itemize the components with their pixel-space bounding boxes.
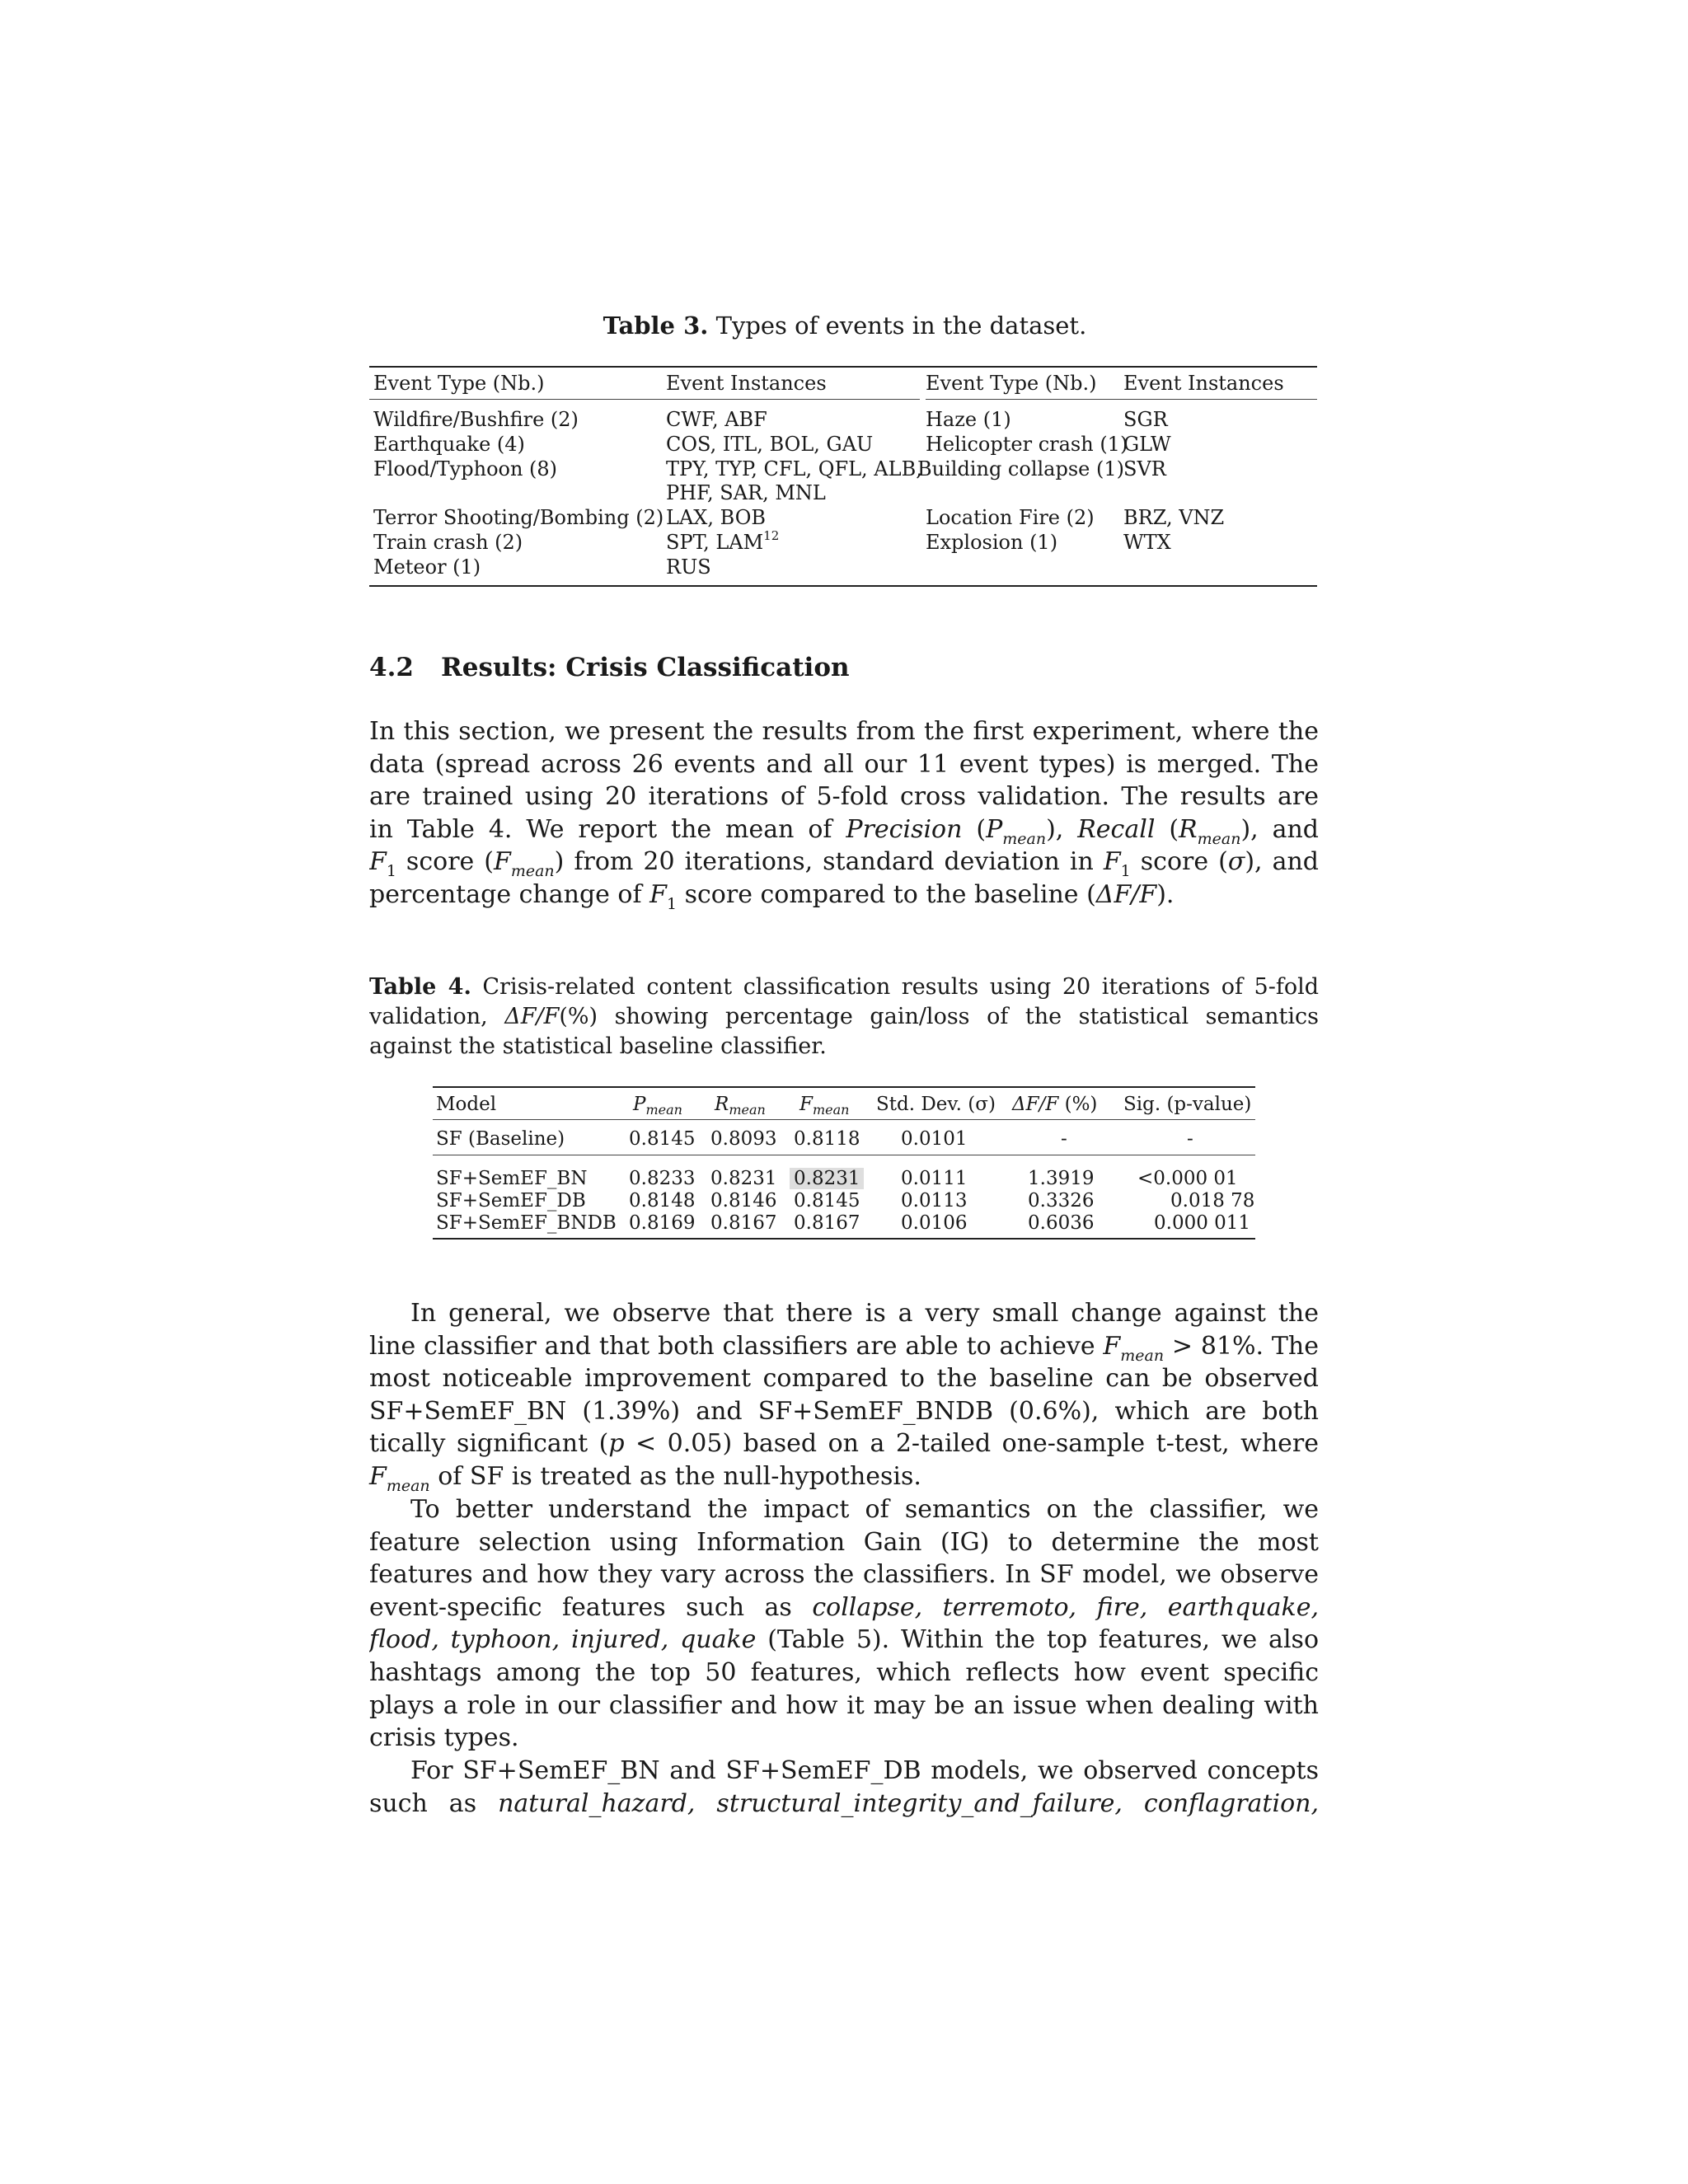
text-run: ( (962, 814, 987, 844)
table4-r: 0.8167 (710, 1212, 777, 1234)
table3-header: Event Type (Nb.) (373, 372, 545, 395)
concepts-paragraph (369, 1755, 1319, 1820)
table4-header-r (715, 1093, 766, 1118)
table4-sig: <0.000 01 (1137, 1168, 1238, 1189)
text-run: ), and (1245, 847, 1319, 877)
table4-model: SF+SemEF_BNDB (436, 1212, 617, 1234)
results-paragraph (369, 1297, 1319, 1493)
paragraph-line: In this section, we present the results from the first experiment, where the (369, 717, 1319, 746)
table3-cell-instances: LAX, BOB (666, 506, 767, 529)
table4-baseline-model: SF (Baseline) (436, 1128, 565, 1150)
caption-line: against the statistical baseline classifier. (369, 1033, 827, 1059)
table3-cell-instances-text: SPT, LAM (666, 531, 764, 554)
text-run: (%) showing percentage gain/loss of the statistical semantics (559, 1004, 1319, 1029)
text-run: score compared to the baseline ( (677, 879, 1096, 909)
table3-cell-instances: COS, ITL, BOL, GAU (666, 433, 874, 456)
text-run: 1 (1120, 862, 1131, 879)
text-run: (Table 5). Within the top features, we also (767, 1625, 1319, 1655)
text-run: score ( (1130, 847, 1228, 877)
text-run: F (494, 847, 511, 877)
table3-cell-instances: PHF, SAR, MNL (666, 481, 826, 504)
text-run: F (369, 1461, 387, 1491)
table4-std: 0.0113 (901, 1190, 968, 1212)
table3-cell-instances: BRZ, VNZ (1123, 506, 1225, 529)
paragraph-line: hashtags among the top 50 features, which reflects how event specific (369, 1657, 1319, 1687)
table4-sig: 0.000 011 (1154, 1212, 1251, 1234)
table4-top-rule (433, 1086, 1255, 1088)
text-run: flood, typhoon, injured, quake (369, 1625, 757, 1655)
table4-p: 0.8233 (629, 1168, 696, 1189)
table3-cell-type: Terror Shooting/Bombing (2) (373, 506, 664, 529)
table4-bottom-rule (433, 1238, 1255, 1240)
text-run: < 0.05) based on a 2-tailed one-sample t-test, where (635, 1429, 1319, 1459)
table3-cell-type: Meteor (1) (373, 555, 481, 579)
paragraph-line: most noticeable improvement compared to the baseline can be observed (369, 1364, 1319, 1394)
table3-header: Event Instances (666, 372, 827, 395)
table3-top-rule (369, 366, 1317, 368)
paragraph-line (369, 1788, 1319, 1821)
paragraph-line: features and how they vary across the classifiers. In SF model, we observe (369, 1560, 1319, 1590)
text-run: mean (812, 1102, 850, 1118)
table3-cell-type: Explosion (1) (926, 531, 1058, 554)
text-run: To better understand the impact of semantics on the classifier, we (410, 1495, 1319, 1524)
text-run: F (1103, 1331, 1121, 1361)
table4-delta: 1.3919 (1028, 1168, 1095, 1189)
table3-header: Event Instances (1123, 372, 1284, 395)
feature-selection-paragraph (369, 1493, 1319, 1755)
text-run: P (633, 1094, 646, 1115)
table3-bottom-rule (369, 585, 1317, 587)
table4-baseline-delta: - (1061, 1128, 1067, 1150)
paragraph-line (369, 1591, 1319, 1624)
table3-cell-instances: RUS (666, 555, 711, 579)
table4-r: 0.8146 (710, 1190, 777, 1212)
text-run: ). (1156, 879, 1175, 909)
table3-cell-type: Wildfire/Bushfire (2) (373, 408, 579, 431)
table3-cell-instances: GLW (1123, 433, 1171, 456)
caption-line (369, 972, 1319, 1002)
text-run: event-specific features such as (369, 1592, 813, 1622)
text-run: Precision (846, 814, 963, 844)
table3-cell-type: Train crash (2) (373, 531, 523, 554)
text-run: ) from 20 iterations, standard deviation in (554, 847, 1104, 877)
text-run: ΔF/F (1012, 1094, 1059, 1115)
text-run: line classifier and that both classifiers are able to achieve (369, 1331, 1104, 1361)
footnote-mark: 12 (763, 528, 780, 543)
text-run: in Table 4. We report the mean of (369, 814, 846, 844)
text-run: Crisis-related content classification results using 20 iterations of 5-fold (482, 974, 1319, 1000)
table4-f: 0.8145 (794, 1190, 860, 1212)
text-run: ΔF/F (504, 1004, 560, 1029)
text-run: F (799, 1094, 813, 1115)
table4-p: 0.8169 (629, 1212, 696, 1234)
text-run: ( (1155, 814, 1179, 844)
table3-cell-type: Flood/Typhoon (8) (373, 457, 558, 480)
paragraph-line (369, 1755, 1319, 1788)
text-run: F (369, 847, 387, 877)
text-run: In general, we observe that there is a very small change against the (410, 1299, 1319, 1328)
table4-baseline-f: 0.8118 (794, 1128, 860, 1150)
paragraph-line (369, 1493, 1319, 1526)
section-heading (369, 651, 850, 684)
table4-header-std: Std. Dev. (σ) (876, 1094, 996, 1115)
intro-paragraph (369, 715, 1319, 912)
paragraph-line (369, 813, 1319, 846)
table3-cell-type: Location Fire (2) (926, 506, 1095, 529)
caption-line (369, 1002, 1319, 1032)
table4-model: SF+SemEF_BN (436, 1168, 588, 1189)
text-run: R (1179, 814, 1198, 844)
paragraph-line (369, 879, 1319, 912)
text-run: F (1103, 847, 1121, 877)
text-run: ), (1046, 814, 1078, 844)
paragraph-line: feature selection using Information Gain (IG) to determine the most (369, 1527, 1319, 1557)
table4-std: 0.0111 (901, 1168, 968, 1189)
table3-header-rule-left (369, 399, 920, 400)
table4-r: 0.8231 (710, 1168, 777, 1189)
text-run: mean (510, 862, 555, 879)
paragraph-line: are trained using 20 iterations of 5-fold cross validation. The results are (369, 782, 1319, 812)
text-run: ), and (1240, 814, 1319, 844)
paragraph-line: SF+SemEF_BN (1.39%) and SF+SemEF_BNDB (0.6%), which are both (369, 1396, 1319, 1426)
text-run: mean (1002, 829, 1047, 846)
text-run: F (649, 879, 667, 909)
table3-cell-type: Haze (1) (926, 408, 1011, 431)
table4-header-p (633, 1093, 682, 1118)
text-run: > 81%. The (1164, 1331, 1319, 1361)
table3-cell-type: Earthquake (4) (373, 433, 525, 456)
paragraph-line (369, 846, 1319, 879)
text-run: collapse, terremoto, fire, earthquake, (812, 1592, 1319, 1622)
table4-baseline-p: 0.8145 (629, 1128, 696, 1150)
table4-header-f (799, 1093, 849, 1118)
table4-header-rule (433, 1119, 1255, 1120)
text-run: Recall (1077, 814, 1156, 844)
table4-model: SF+SemEF_DB (436, 1190, 586, 1212)
table4 (433, 1086, 1255, 1251)
table3 (369, 366, 1317, 588)
table4-std: 0.0106 (901, 1212, 968, 1234)
highlight-cell: 0.8231 (790, 1168, 864, 1189)
text-run: such as (369, 1788, 499, 1818)
table4-baseline-sig: - (1187, 1128, 1193, 1150)
paragraph-line: crisis types. (369, 1723, 519, 1753)
paragraph-line: plays a role in our classifier and how it may be an issue when dealing with (369, 1690, 1319, 1720)
text-run: ΔF/F (1095, 879, 1157, 909)
section-number: 4.2 (369, 653, 414, 682)
table3-header: Event Type (Nb.) (926, 372, 1097, 395)
table3-header-rule-right (926, 399, 1317, 400)
table4-p: 0.8148 (629, 1190, 696, 1212)
text-run: mean (386, 1476, 430, 1495)
text-run: score ( (396, 847, 495, 877)
table4-caption (369, 972, 1319, 1062)
table3-cell-instances: SGR (1123, 408, 1168, 431)
text-run: tically significant ( (369, 1429, 609, 1459)
paragraph-line (369, 1460, 1319, 1493)
table4-header-sig: Sig. (p-value) (1123, 1094, 1252, 1115)
table3-cell-instances: WTX (1123, 531, 1171, 554)
paragraph-line (369, 1427, 1319, 1460)
text-run: For SF+SemEF_BN and SF+SemEF_DB models, we observed concepts (410, 1756, 1319, 1785)
text-run: P (986, 814, 1003, 844)
table3-cell-instances: SVR (1123, 457, 1166, 480)
text-run: R (715, 1094, 729, 1115)
table4-sig: 0.018 78 (1170, 1190, 1255, 1212)
text-run: mean (1120, 1346, 1165, 1363)
table3-cell-instances (666, 530, 779, 555)
text-run: mean (729, 1102, 766, 1118)
text-run: 1 (666, 894, 678, 913)
text-run: percentage change of (369, 879, 650, 909)
paragraph-line: data (spread across 26 events and all our 11 event types) is merged. The (369, 749, 1319, 779)
table4-header-model: Model (436, 1094, 497, 1115)
table4-caption-label: Table 4. (369, 974, 471, 1000)
table4-baseline-r: 0.8093 (710, 1128, 777, 1150)
text-run: natural_hazard, structural_integrity_and_failure, conflagration, (498, 1788, 1319, 1818)
text-run: p (608, 1429, 625, 1459)
table4-header-delta (1012, 1093, 1097, 1116)
paragraph-line (369, 1297, 1319, 1330)
table3-caption-text: Types of events in the dataset. (708, 312, 1087, 340)
text-run: σ (1227, 847, 1245, 877)
table4-f-highlighted (794, 1167, 864, 1190)
table4-delta: 0.3326 (1028, 1190, 1095, 1212)
table3-cell-type: Helicopter crash (1) (926, 433, 1128, 456)
text-run: mean (1197, 829, 1241, 846)
table3-caption (371, 310, 1319, 341)
paragraph-line (369, 1330, 1319, 1363)
table4-delta: 0.6036 (1028, 1212, 1095, 1234)
table3-caption-label: Table 3. (603, 312, 709, 340)
text-run: of SF is treated as the null-hypothesis. (429, 1461, 921, 1491)
table3-cell-instances: TPY, TYP, CFL, QFL, ALB, (666, 457, 922, 480)
table3-cell-type: Building collapse (1) (917, 457, 1124, 480)
text-run: (%) (1058, 1094, 1098, 1115)
section-title: Results: Crisis Classification (441, 653, 850, 682)
table4-f: 0.8167 (794, 1212, 860, 1234)
table3-cell-instances: CWF, ABF (666, 408, 767, 431)
text-run: mean (645, 1102, 682, 1118)
text-run: 1 (386, 862, 396, 879)
paragraph-line (369, 1624, 1319, 1657)
table4-baseline-std: 0.0101 (901, 1128, 968, 1150)
text-run: validation, (369, 1004, 505, 1029)
